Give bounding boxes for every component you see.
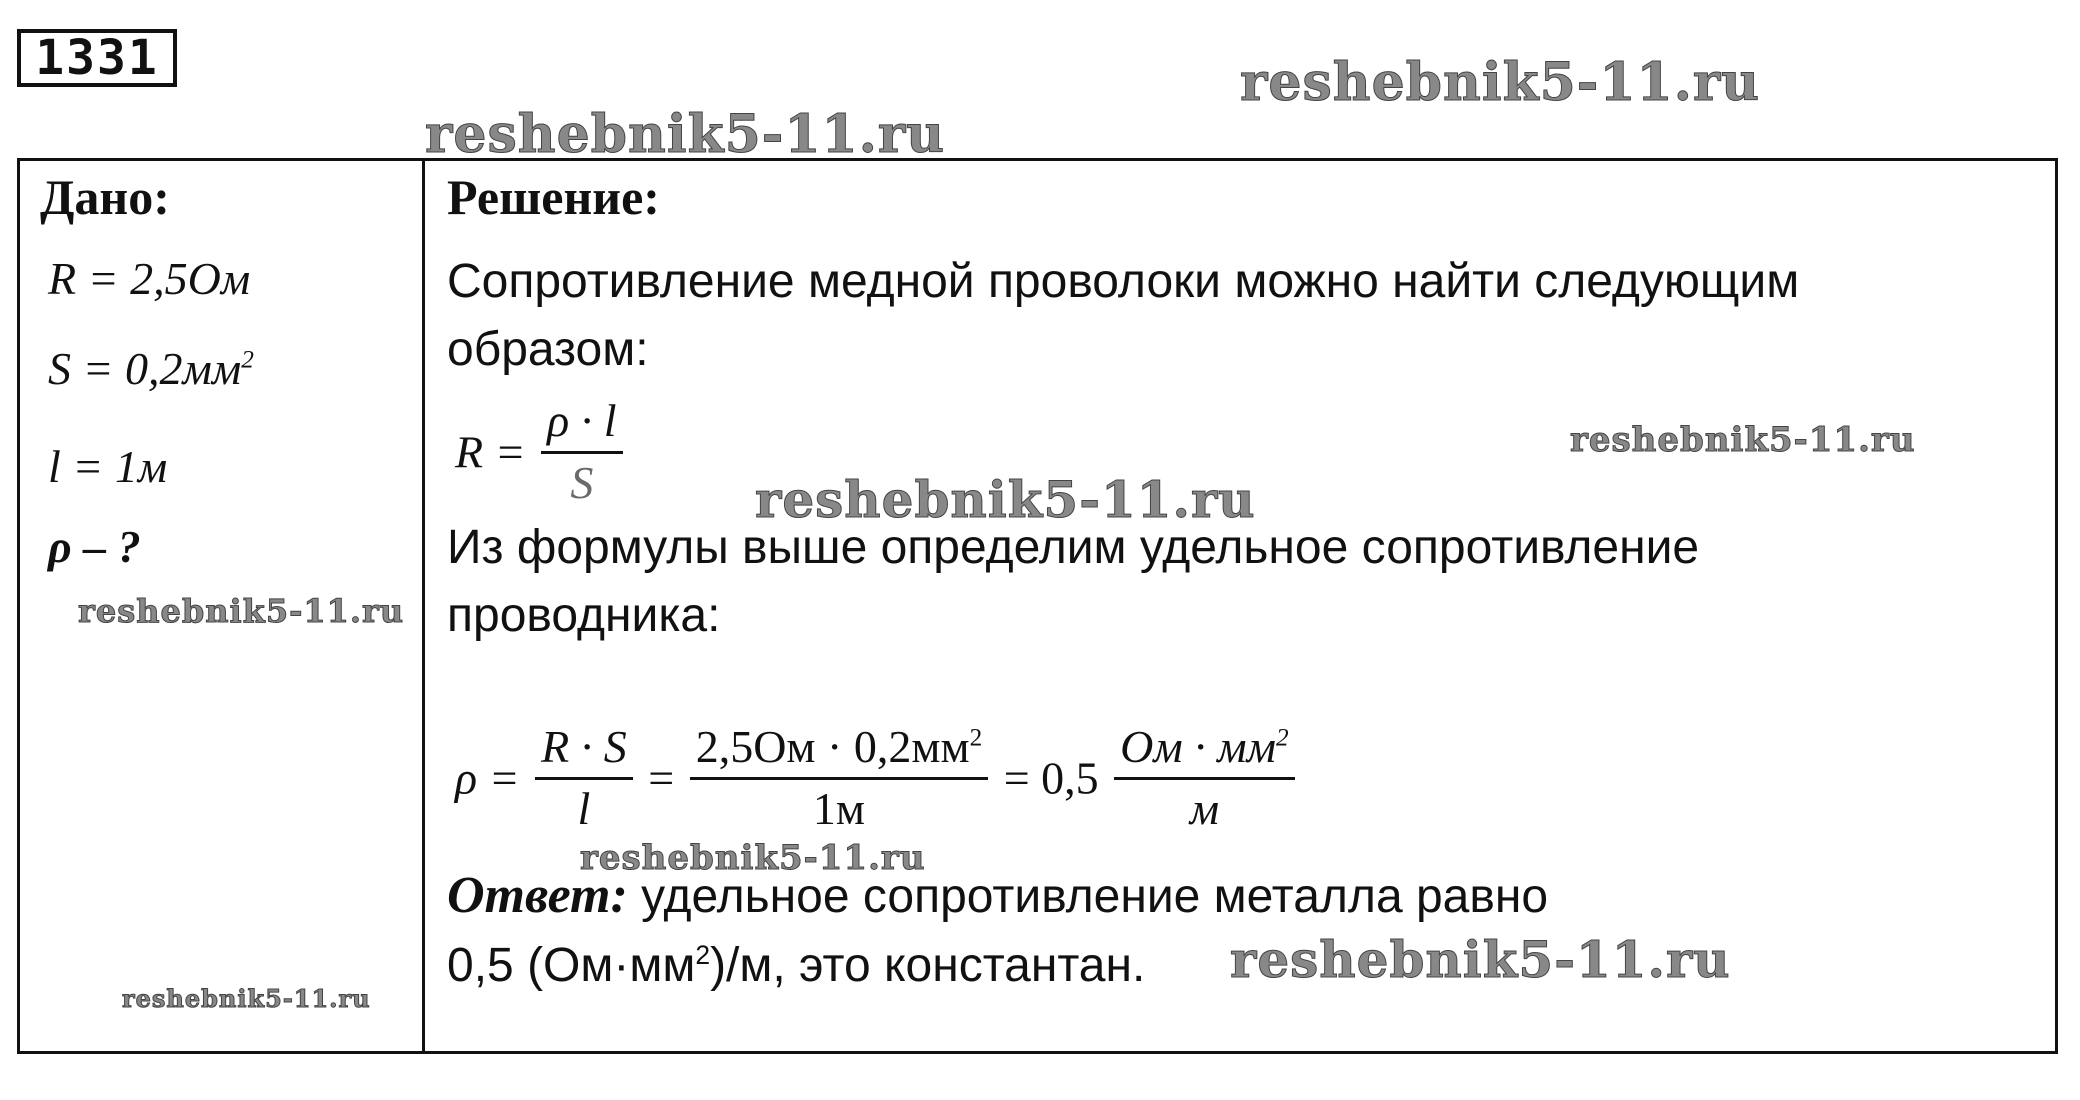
answer-line-2 (447, 938, 1145, 993)
formula-2-fraction-1-denominator: l (577, 782, 591, 834)
formula-2-fraction-2 (690, 722, 989, 834)
formula-2-fraction-3-denominator: м (1189, 782, 1220, 834)
solution-paragraph-1-line-2: образом: (447, 323, 649, 376)
column-divider (422, 158, 425, 1054)
formula-2-fraction-3-numerator-text: Ом · мм (1120, 721, 1276, 772)
formula-2-fraction-3-numerator-exponent: 2 (1275, 723, 1289, 752)
watermark: reshebnik5-11.ru (755, 470, 1256, 529)
formula-2-fraction-2-numerator (690, 722, 989, 780)
solution-paragraph-2-line-1: Из формулы выше определим удельное сопротивление (447, 521, 1700, 574)
formula-2-fraction-3-numerator (1114, 722, 1294, 780)
watermark: reshebnik5-11.ru (425, 104, 946, 165)
solution-heading: Решение: (447, 169, 660, 225)
formula-2-fraction-3 (1114, 722, 1294, 834)
given-unknown: ρ – ? (48, 521, 141, 572)
given-resistance: R = 2,5Ом (48, 253, 251, 304)
given-cross-section-value: S = 0,2мм (48, 343, 242, 394)
answer-label: Ответ: (447, 867, 628, 924)
solution-paragraph-1-line-1: Сопротивление медной проволоки можно найти следующим (447, 255, 1800, 308)
given-length: l = 1м (48, 441, 168, 492)
formula-2-fraction-1-numerator: R · S (535, 722, 633, 780)
resistivity-formula (455, 722, 1299, 834)
formula-2-equals-2: = 0,5 (1003, 752, 1099, 804)
formula-2-fraction-2-numerator-text: 2,5Ом · 0,2мм (695, 721, 970, 772)
given-cross-section-exponent: 2 (241, 345, 254, 374)
formula-2-fraction-2-denominator: 1м (812, 782, 865, 834)
watermark: reshebnik5-11.ru (122, 984, 371, 1013)
given-cross-section (48, 342, 254, 395)
formula-1-numerator: ρ · l (541, 396, 622, 454)
watermark: reshebnik5-11.ru (1570, 420, 1916, 460)
answer-text-1: удельное сопротивление металла равно (627, 870, 1549, 923)
formula-1-denominator: S (570, 456, 594, 508)
formula-2-fraction-1 (535, 722, 633, 834)
formula-2-fraction-2-numerator-exponent: 2 (969, 723, 983, 752)
solution-paragraph-2-line-2: проводника: (447, 589, 721, 642)
answer-text-2a: 0,5 (Ом·мм (447, 939, 696, 992)
formula-2-equals-1: = (648, 752, 675, 804)
formula-2-lhs: ρ = (455, 752, 520, 804)
formula-1-lhs: R = (455, 426, 526, 478)
answer-text-2b: )/м, это константан. (710, 939, 1146, 992)
watermark: reshebnik5-11.ru (1240, 52, 1761, 113)
answer-exponent: 2 (695, 940, 711, 970)
watermark: reshebnik5-11.ru (1230, 930, 1731, 989)
formula-1-fraction (541, 396, 622, 508)
watermark: reshebnik5-11.ru (580, 838, 926, 878)
resistance-formula (455, 396, 627, 508)
watermark: reshebnik5-11.ru (78, 592, 405, 630)
given-heading: Дано: (40, 169, 170, 225)
problem-number: 1331 (17, 29, 177, 87)
